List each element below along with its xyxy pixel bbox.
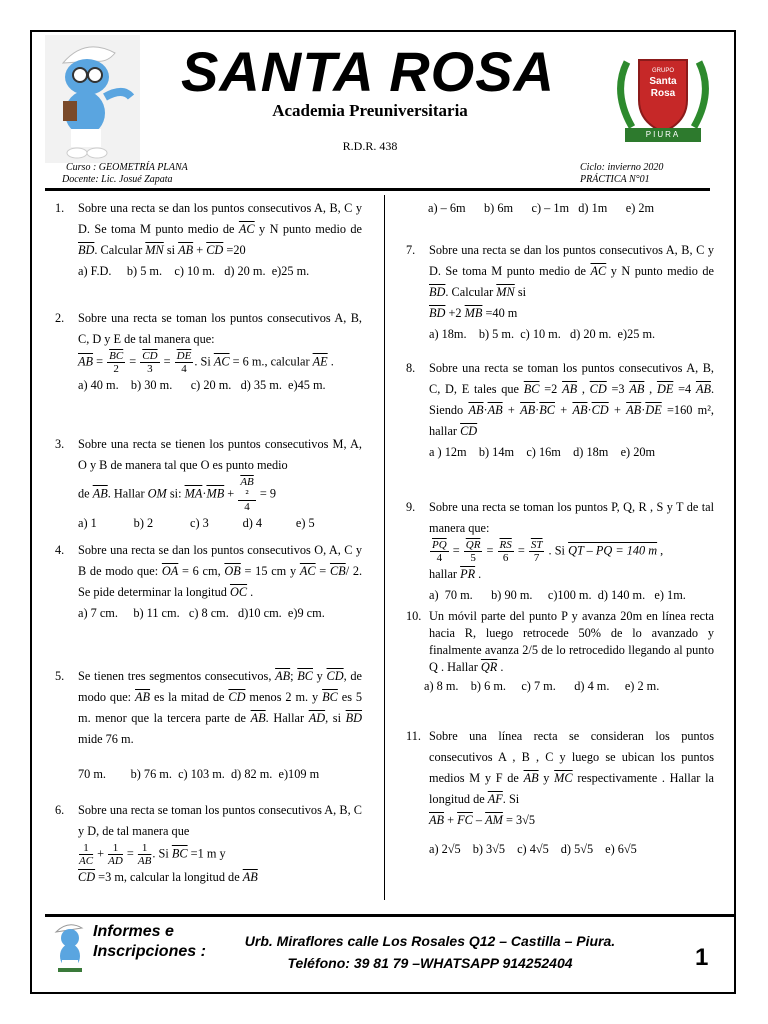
rdr-code: R.D.R. 438 xyxy=(342,139,398,153)
footer-info-line1: Informes e xyxy=(93,923,174,940)
question-5: 5. Se tienen tres segmentos consecutivos, $\overline{AB}$; $\overline{BC}$ y $\overline{CD}$, de modo que: $\overline{AB}$ es la mitad de $\overline{CD}$ menos 2 m. y $\overline{BC}$ es 5 m. menor que la tercera parte de $\overline{AB}$. Hallar $\overline{AD}$, si $\overline{BD}$ mide 76 m. 70 m. b) 76 m. c) 103 m. d) 82 m. e)109 m xyxy=(55,666,362,785)
footer-info xyxy=(93,922,206,962)
seal-top-text: GRUPO xyxy=(651,68,674,74)
answers-q9: a) 70 m. b) 90 m. c)100 m. d) 140 m. e) 1m. xyxy=(429,588,686,602)
answers-q10: a) 8 m. b) 6 m. c) 7 m. d) 4 m. e) 2 m. xyxy=(424,679,660,693)
answers-q1: a) F.D. b) 5 m. c) 10 m. d) 20 m. e)25 m. xyxy=(78,264,310,278)
question-9: 9. Sobre una recta se toman los puntos P, Q, R , S y T de tal manera que: $\frac{\overline{PQ}}{4}$ = $\frac{\overline{QR}}{5}$ = $\frac{\overline{RS}}{6}$ = $\frac{\overline{ST}}{7}$ . Si QT – PQ = 140 m , hallar $\overline{PR}$ . a) 70 m. b) 90 m. c)100 m. d) 140 m. e) 1m. xyxy=(406,497,714,606)
question-6-answers: a) – 6m b) 6m c) – 1m d) 1m e) 2m xyxy=(428,201,655,215)
question-10: 10. Un móvil parte del punto P y avanza 20m en línea recta hacia R, luego retrocede 50% de lo avanzado y finalmente avanza 2/5 de lo retrocedido llegando al punto Q . Hallar $\overline{QR}$ . a) 8 m. b) 6 m. c) 7 m. d) 4 m. e) 2 m. xyxy=(406,609,714,693)
question-3: 3. Sobre una recta se tienen los puntos consecutivos M, A, O y B de manera tal que O es punto medio de $\overline{AB}$. Hallar OM si: $\overline{MA}\cdot\overline{MB}$ + $\overline{AB}$ ² 4 = 9 a) 1 b) 2 c) 3 d) 4 e) 5 xyxy=(55,434,362,534)
footer-address: Urb. Miraflores calle Los Rosales Q12 – Castilla – Piura. xyxy=(244,933,616,949)
answers-q8: a ) 12m b) 14m c) 16m d) 18m e) 20m xyxy=(429,445,656,459)
course-name: Curso : GEOMETRÍA PLANA xyxy=(66,162,188,173)
question-4: 4. Sobre una recta se dan los puntos consecutivos O, A, C y B de modo que: $\overline{OA} = 6$ cm, $\overline{OB} = 15$ cm y $\overline{AC} = \overline{CB}/$ 2. Se pide determinar la longitud $\overline{OC}$ . a) 7 cm. b) 11 cm. c) 8 cm. d)10 cm. e)9 cm. xyxy=(55,540,362,624)
academy-seal-logo xyxy=(607,42,719,150)
mascot-image xyxy=(45,35,140,163)
footer-divider xyxy=(45,914,735,917)
question-1: 1. Sobre una recta se dan los puntos consecutivos A, B, C y D. Se toma M punto medio de $\overline{AC}$ y N punto medio de $\overline{BD}$. Calcular $\overline{MN}$ si $\overline{AB} + \overline{CD} =20$ a) F.D. b) 5 m. c) 10 m. d) 20 m. e)25 m. xyxy=(55,198,362,282)
seal-ribbon-text: PIURA xyxy=(645,130,681,139)
answers-q11: a) 2√5 b) 3√5 c) 4√5 d) 5√5 e) 6√5 xyxy=(429,842,637,856)
footer-phone: Teléfono: 39 81 79 –WHATSAPP 914252404 xyxy=(287,955,573,971)
footer-mascot-image xyxy=(50,920,90,974)
answers-q3: a) 1 b) 2 c) 3 d) 4 e) 5 xyxy=(78,516,315,530)
question-2: 2. Sobre una recta se toman los puntos consecutivos A, B, C, D y E de tal manera que: $\overline{AB}$ = $\frac{\overline{BC}}{2}$ = $\frac{\overline{CD}}{3}$ = $\frac{\overline{DE}}{4}$ . Si $\overline{AC} = 6$ m., calcular $\overline{AE}$ . a) 40 m. b) 30 m. c) 20 m. d) 35 m. e)45 m. xyxy=(55,308,362,396)
cycle-label: Ciclo: invierno 2020 xyxy=(580,162,664,173)
answers-q5: 70 m. b) 76 m. c) 103 m. d) 82 m. e)109 m xyxy=(78,767,320,781)
academy-title: SANTA ROSA xyxy=(181,40,555,103)
page-number: 1 xyxy=(695,944,709,971)
question-7: 7. Sobre una recta se dan los puntos consecutivos A, B, C y D. Se toma M punto medio de $\overline{AC}$ y N punto medio de $\overline{BD}$. Calcular $\overline{MN}$ si $\overline{BD} +2$ $\overline{MB} =40$ m a) 18m. b) 5 m. c) 10 m. d) 20 m. e)25 m. xyxy=(406,240,714,345)
seal-name-line2: Rosa xyxy=(650,88,676,99)
footer-info-line2: Inscripciones : xyxy=(93,943,206,960)
question-6: 6. Sobre una recta se toman los puntos consecutivos A, B, C y D, de tal manera que $\frac{1}{AC}$ + $\frac{1}{AD}$ = $\frac{1}{AB}$ . Si $\overline{BC} =1$ m y $\overline{CD} =3$ m, calcular la longitud de $\overline{AB}$ xyxy=(55,803,362,884)
header-divider xyxy=(45,188,710,191)
practice-label: PRÁCTICA N°01 xyxy=(580,174,650,185)
question-8: 8. Sobre una recta se toman los puntos consecutivos A, B, C, D, E tales que $\overline{BC} =2$ $\overline{AB}$ , $\overline{CD} =3$ $\overline{AB}$ , $\overline{DE} =4$ $\overline{AB}$. Siendo $\overline{AB}\cdot\overline{AB} + \overline{AB}\cdot\overline{BC} + \overline{AB}\cdot\overline{CD} + \overline{AB}\cdot\overline{DE} =160$ m², hallar $\overline{CD}$ a ) 12m b) 14m c) 16m d) 18m e) 20m xyxy=(406,358,714,463)
academy-subtitle: Academia Preuniversitaria xyxy=(272,101,468,120)
answers-q4: a) 7 cm. b) 11 cm. c) 8 cm. d)10 cm. e)9 cm. xyxy=(78,606,325,620)
teacher-name: Docente: Lic. Josué Zapata xyxy=(62,174,173,185)
footer-contact xyxy=(240,930,620,974)
column-divider xyxy=(384,195,385,900)
answers-q2: a) 40 m. b) 30 m. c) 20 m. d) 35 m. e)45 m. xyxy=(78,378,326,392)
seal-name-line1: Santa xyxy=(649,76,677,87)
question-11: 11. Sobre una línea recta se consideran los puntos consecutivos A , B , C y luego se ubican los puntos medios M y F de $\overline{AB}$ y $\overline{MC}$ respectivamente . Hallar la longitud de $\overline{AF}$. Si $\overline{AB} + \overline{FC} - \overline{AM} = 3√5$ a) 2√5 b) 3√5 c) 4√5 d) 5√5 e) 6√5 xyxy=(406,726,714,860)
answers-q7: a) 18m. b) 5 m. c) 10 m. d) 20 m. e)25 m. xyxy=(429,327,656,341)
